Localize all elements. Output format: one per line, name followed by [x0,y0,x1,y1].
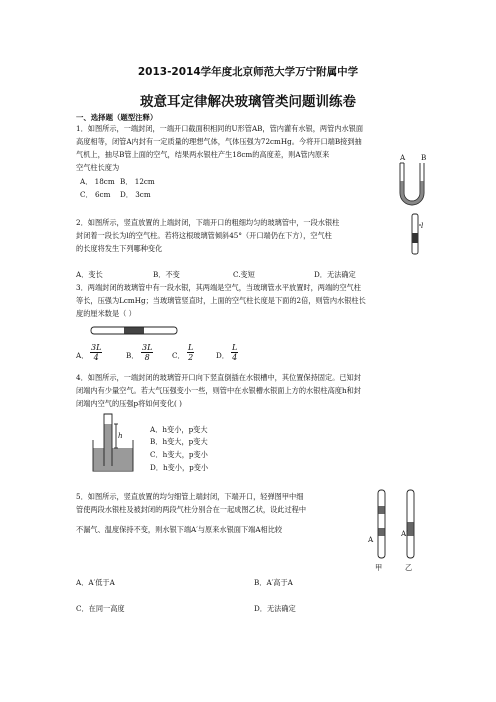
mercury-trough-figure [92,410,136,472]
q4-option-b: B．h变大，p变大 [150,437,208,446]
q5-option-c: C．在同一高度 [76,604,125,613]
q1-line-4: 空气柱长度为 [76,163,120,172]
q3-tube-figure [90,325,178,337]
q1-fig-label-a: A [400,153,406,162]
q3-line-3: 度的厘米数是（ ） [76,309,136,318]
q1-line-1: 1．如图所示，一端封闭，一端开口截面积相同的U形管AB，管内灌有水银，两管内水银面 [76,124,364,133]
fraction-numerator: 3L [91,343,102,352]
q5-fig-label-jia: 甲 [375,563,383,572]
fraction-numerator: L [188,343,194,352]
q4-line-1: 4．如图所示，一端封闭的玻璃管开口向下竖直倒插在水银槽中，其位置保持固定。已知封 [76,373,361,382]
fraction-denominator: 2 [188,353,194,362]
q3-option-a-letter: A． [76,351,89,360]
q2-fig-label-l: l [421,221,424,230]
q3-option-b-letter: B． [126,351,139,360]
q5-fig-label-a-prime: A′ [401,529,408,538]
q2-option-b: B．不变 [153,270,180,279]
q4-option-c: C．h变大，p变小 [150,450,208,459]
q1-option-c: C． 6cm [80,190,111,199]
u-tube-figure [394,161,430,206]
q5-option-b: B．A′高于A [254,578,293,587]
q3-line-1: 3．两端封闭的玻璃管中有一段水银，其两端是空气，当玻璃管水平放置时，两端的空气柱 [76,283,361,292]
q3-option-a-fraction [90,343,102,362]
q4-line-2: 闭端内有少量空气。若大气压强变小一些，则管中在水银槽水银面上方的水银柱高度h和封 [76,386,361,395]
q4-option-d: D．h变小，p变小 [150,463,209,472]
q2-option-a: A．变长 [76,270,103,279]
q4-line-3: 闭端内空气的压强p将如何变化( ) [76,399,182,408]
q3-line-2: 等长，压强为LcmHg；当玻璃管竖直时，上面的空气柱长度是下面的2倍，则管内水银柱长 [76,296,366,305]
section-heading: 一、选择题（题型注释） [76,113,158,122]
q3-option-d-fraction [231,343,238,362]
q5-fig-label-yi: 乙 [405,563,413,572]
q1-option-d: D． 3cm [120,190,151,199]
q1-option-a: A． 18cm [80,177,115,186]
q3-option-c-fraction [187,343,194,362]
q1-option-b: B． 12cm [120,177,155,186]
fraction-denominator: 4 [93,353,99,362]
fraction-denominator: 4 [232,353,238,362]
q2-option-d: D．无法确定 [314,270,356,279]
q3-option-d-letter: D． [216,351,229,360]
q1-line-2: 高度相等，闭管A内封有一定质量的理想气体，气体压强为72cmHg。今将开口端B接到抽 [76,137,362,146]
q5-option-d: D．无法确定 [254,604,296,613]
q3-option-b-fraction [141,343,153,362]
q2-line-1: 2．如图所示，竖直放置的上端封闭，下端开口的粗细均匀的玻璃管中，一段水银柱 [76,218,340,227]
q5-fig-label-a: A [368,535,374,544]
school-title: 2013-2014学年度北京师范大学万宁附属中学 [137,66,359,78]
q4-fig-label-h: h [118,431,123,440]
q4-option-a: A．h变小，p变大 [150,425,208,434]
q5-line-1: 5．如图所示，竖直放置的均匀细管上端封闭，下端开口，轻弹图甲中细 [76,492,304,501]
q1-line-3: 气机上，抽尽B管上面的空气，结果两水银柱产生18cm的高度差，则A管内原来 [76,150,330,159]
q3-option-c-letter: C． [172,351,185,360]
q5-line-3: 不漏气、温度保持不变，则水银下端A′与原来水银面下端A相比较 [76,525,283,534]
q5-tubes-figure [374,488,422,566]
q2-line-2: 封闭着一段长为l的空气柱。若将这根玻璃管倾斜45°（开口端仍在下方），空气柱 [76,231,332,240]
q2-option-c: C.变短 [233,270,255,279]
fraction-numerator: L [232,343,238,352]
q2-tube-figure [409,213,429,255]
q5-line-2: 管使两段水银柱及被封闭的两段气柱分别合在一起成图乙状，设此过程中 [76,505,307,514]
fraction-numerator: 3L [142,343,153,352]
q5-option-a: A．A′低于A [76,578,115,587]
page-title: 玻意耳定律解决玻璃管类问题训练卷 [140,94,356,110]
q1-fig-label-b: B [421,153,427,162]
q2-line-3: 的长度将发生下列哪种变化 [76,244,163,253]
fraction-denominator: 8 [144,353,150,362]
